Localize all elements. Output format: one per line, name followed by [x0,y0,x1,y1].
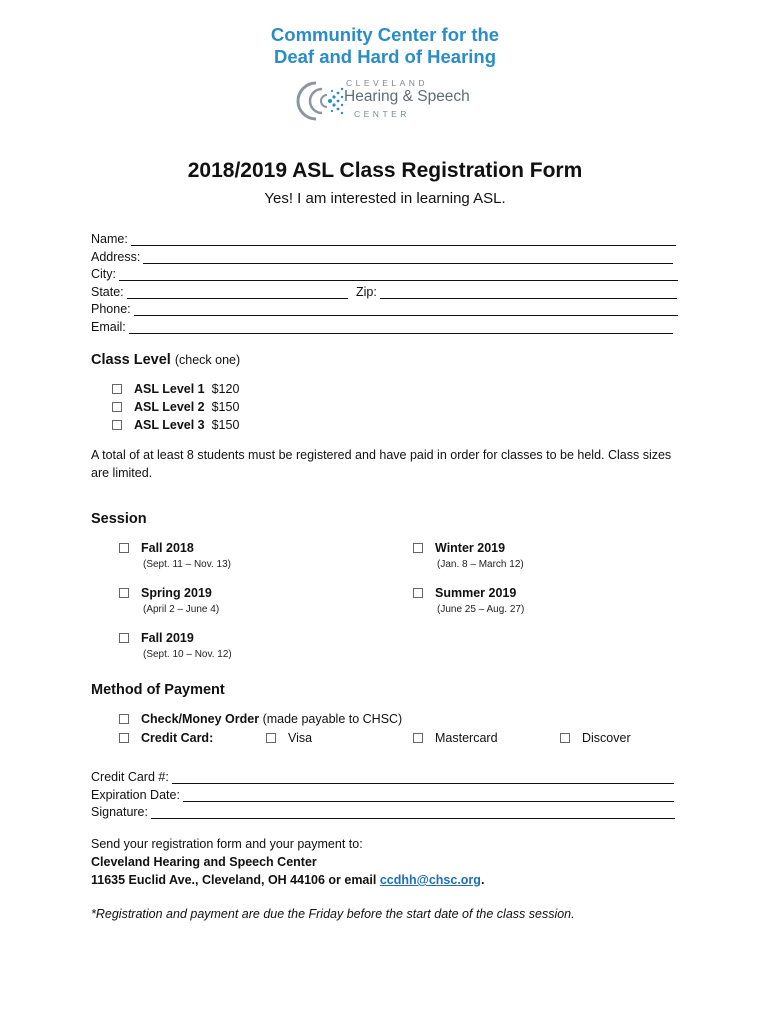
org-title-line2: Deaf and Hard of Hearing [273,46,497,67]
checkbox[interactable] [119,588,129,598]
chsc-logo [296,78,486,124]
credit-card-label: Credit Card: [141,731,214,745]
org-title [230,24,540,68]
zip-line[interactable] [380,285,677,299]
checkbox[interactable] [112,420,122,430]
mastercard-option[interactable] [413,731,498,745]
card-number-line[interactable] [172,770,674,784]
phone-line[interactable] [134,302,678,316]
session-dates: (April 2 – June 4) [143,604,220,615]
state-label: State: [91,285,124,299]
class-size-notice: A total of at least 8 students must be registered and have paid in order for classes to be held. Class sizes are limited. [91,448,672,480]
address-line[interactable] [143,250,673,264]
session-label: Winter 2019 [435,541,506,555]
expiration-line[interactable] [183,788,674,802]
checkbox[interactable] [560,733,570,743]
session-label: Summer 2019 [435,586,517,600]
discover-option[interactable] [560,731,631,745]
visa-option[interactable] [266,731,312,745]
state-line[interactable] [127,285,348,299]
session-heading: Session [91,511,147,527]
mailing-address-text: 11635 Euclid Ave., Cleveland, OH 44106 or email [91,873,377,887]
check-label: Check/Money Order [141,712,260,726]
city-field[interactable] [91,263,678,281]
send-instructions: Send your registration form and your payment to: [91,837,363,851]
session-dates: (Sept. 11 – Nov. 13) [143,559,232,570]
signature-label: Signature: [91,805,148,819]
mailing-address [91,871,691,889]
class-level-heading [91,352,240,368]
name-line[interactable] [131,232,676,246]
signature-line[interactable] [151,805,675,819]
phone-field[interactable] [91,298,678,316]
address-label: Address: [91,250,141,264]
state-field[interactable] [91,281,348,299]
card-number-label: Credit Card #: [91,770,169,784]
session-winter-2019-option[interactable] [413,541,505,555]
org-title-line1: Community Center for the [270,24,500,45]
session-label: Fall 2018 [141,541,194,555]
level-2-price: $150 [211,400,240,414]
mailing-org-name: Cleveland Hearing and Speech Center [91,855,317,869]
deadline-note: *Registration and payment are due the Friday before the start date of the class session. [91,907,575,921]
email-line[interactable] [129,320,673,334]
name-label: Name: [91,232,128,246]
checkbox[interactable] [119,733,129,743]
session-fall-2019-option[interactable] [119,631,194,645]
session-fall-2018-option[interactable] [119,541,194,555]
email-label: Email: [91,320,126,334]
level-2-label: ASL Level 2 [134,400,205,414]
form-subtitle: Yes! I am interested in learning ASL. [264,190,506,207]
address-period: . [480,873,485,887]
phone-label: Phone: [91,302,131,316]
checkbox[interactable] [119,633,129,643]
visa-label: Visa [288,731,313,745]
check-money-order-option[interactable] [119,712,402,726]
name-field[interactable] [91,228,676,246]
email-link[interactable]: ccdhh@chsc.org [379,873,481,887]
level-1-label: ASL Level 1 [134,382,205,396]
session-spring-2019-option[interactable] [119,586,212,600]
payment-heading: Method of Payment [91,682,225,698]
checkbox[interactable] [413,733,423,743]
card-number-field[interactable] [91,766,674,784]
city-line[interactable] [119,267,678,281]
logo-cleveland-text: CLEVELAND [346,78,429,88]
level-3-price: $150 [211,418,240,432]
session-dates: (Sept. 10 – Nov. 12) [143,649,232,660]
zip-label: Zip: [356,285,377,299]
expiration-label: Expiration Date: [91,788,180,802]
checkbox[interactable] [413,543,423,553]
session-label: Spring 2019 [141,586,212,600]
class-level-note: (check one) [174,353,241,367]
city-label: City: [91,267,116,281]
session-dates: (Jan. 8 – March 12) [437,559,524,570]
email-field[interactable] [91,316,673,334]
checkbox[interactable] [266,733,276,743]
logo-hearing-speech-text: Hearing & Speech [344,88,470,105]
sound-waves-icon [296,78,344,124]
zip-field[interactable] [356,281,677,299]
expiration-field[interactable] [91,784,674,802]
logo-center-text: CENTER [354,109,410,119]
mastercard-label: Mastercard [435,731,498,745]
session-summer-2019-option[interactable] [413,586,516,600]
checkbox[interactable] [112,402,122,412]
level-3-option[interactable] [112,418,239,432]
credit-card-option[interactable] [119,731,213,745]
class-level-title: Class Level [91,352,171,368]
checkbox[interactable] [112,384,122,394]
check-note: (made payable to CHSC) [262,712,403,726]
checkbox[interactable] [119,714,129,724]
discover-label: Discover [582,731,631,745]
level-1-price: $120 [211,382,240,396]
level-1-option[interactable] [112,382,239,396]
checkbox[interactable] [413,588,423,598]
address-field[interactable] [91,246,673,264]
signature-field[interactable] [91,801,675,819]
session-label: Fall 2019 [141,631,194,645]
level-2-option[interactable] [112,400,239,414]
form-title: 2018/2019 ASL Class Registration Form [187,159,583,182]
level-3-label: ASL Level 3 [134,418,205,432]
session-dates: (June 25 – Aug. 27) [437,604,525,615]
checkbox[interactable] [119,543,129,553]
